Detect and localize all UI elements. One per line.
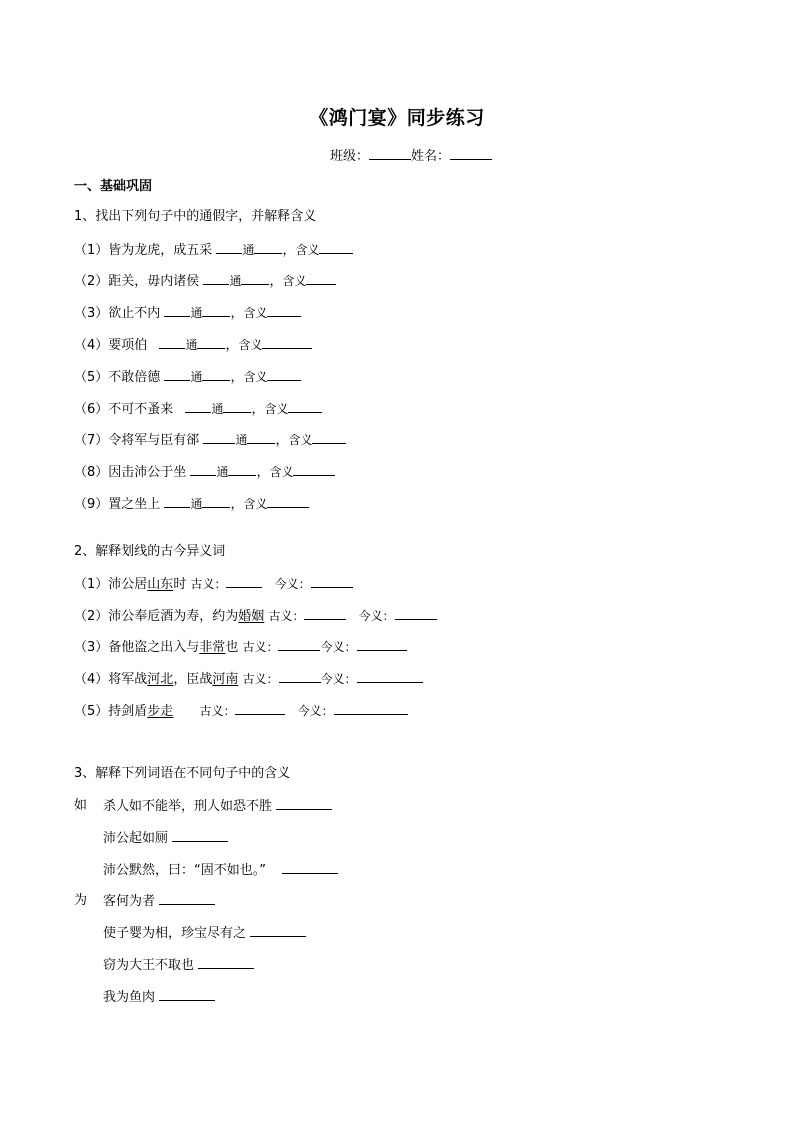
q2-item: （4）将军战河北，臣战河南 古义： 今义： bbox=[74, 670, 423, 689]
q1-item: （5）不敢倍德 通 ，含义 bbox=[74, 368, 301, 387]
name-blank bbox=[450, 147, 492, 160]
section-heading: 一、基础巩固 bbox=[74, 179, 153, 194]
q3-word: 如 bbox=[74, 798, 88, 813]
class-blank bbox=[369, 147, 411, 160]
class-label: 班级： bbox=[330, 149, 370, 164]
q1-item: （4）要项伯 通 ，含义 bbox=[74, 336, 312, 355]
page-title: 《鸿门宴》同步练习 bbox=[309, 107, 485, 129]
q2-item: （1）沛公居山东时 古义： 今义： bbox=[74, 575, 353, 594]
q1-item: （9）置之坐上 通 ，含义 bbox=[74, 495, 309, 514]
q3-heading: 3、解释下列词语在不同句子中的含义 bbox=[74, 766, 291, 781]
q3-sentence: 沛公起如厕 bbox=[103, 829, 228, 848]
name-label: 姓名： bbox=[411, 149, 451, 164]
q1-item: （7）令将军与臣有郤 通 ，含义 bbox=[74, 431, 346, 450]
q3-sentence: 客何为者 bbox=[103, 892, 215, 911]
q1-heading: 1、找出下列句子中的通假字，并解释含义 bbox=[74, 209, 317, 224]
q2-item: （3）备他盗之出入与非常也 古义： 今义： bbox=[74, 638, 407, 657]
q1-item: （1）皆为龙虎，成五采 通 ，含义 bbox=[74, 241, 353, 260]
q3-sentence: 使子婴为相，珍宝尽有之 bbox=[103, 924, 306, 943]
q3-sentence: 窃为大王不取也 bbox=[103, 956, 254, 975]
q1-item: （6）不可不蚤来 通 ，含义 bbox=[74, 400, 322, 419]
q2-item: （5）持剑盾步走 古义： 今义： bbox=[74, 702, 408, 721]
q3-sentence: 杀人如不能举，刑人如恐不胜 bbox=[103, 797, 332, 816]
q2-heading: 2、解释划线的古今异义词 bbox=[74, 544, 226, 559]
q2-item: （2）沛公奉卮酒为寿，约为婚姻 古义： 今义： bbox=[74, 607, 437, 626]
q1-item: （8）因击沛公于坐 通 ，含义 bbox=[74, 463, 335, 482]
q3-sentence: 沛公默然，曰：“固不如也。” bbox=[103, 861, 338, 880]
q3-word: 为 bbox=[74, 893, 88, 908]
q1-item: （2）距关，毋内诸侯 通 ，含义 bbox=[74, 272, 336, 291]
class-name-line bbox=[330, 145, 492, 164]
q1-item: （3）欲止不内 通 ，含义 bbox=[74, 304, 301, 323]
q3-sentence: 我为鱼肉 bbox=[103, 988, 215, 1007]
